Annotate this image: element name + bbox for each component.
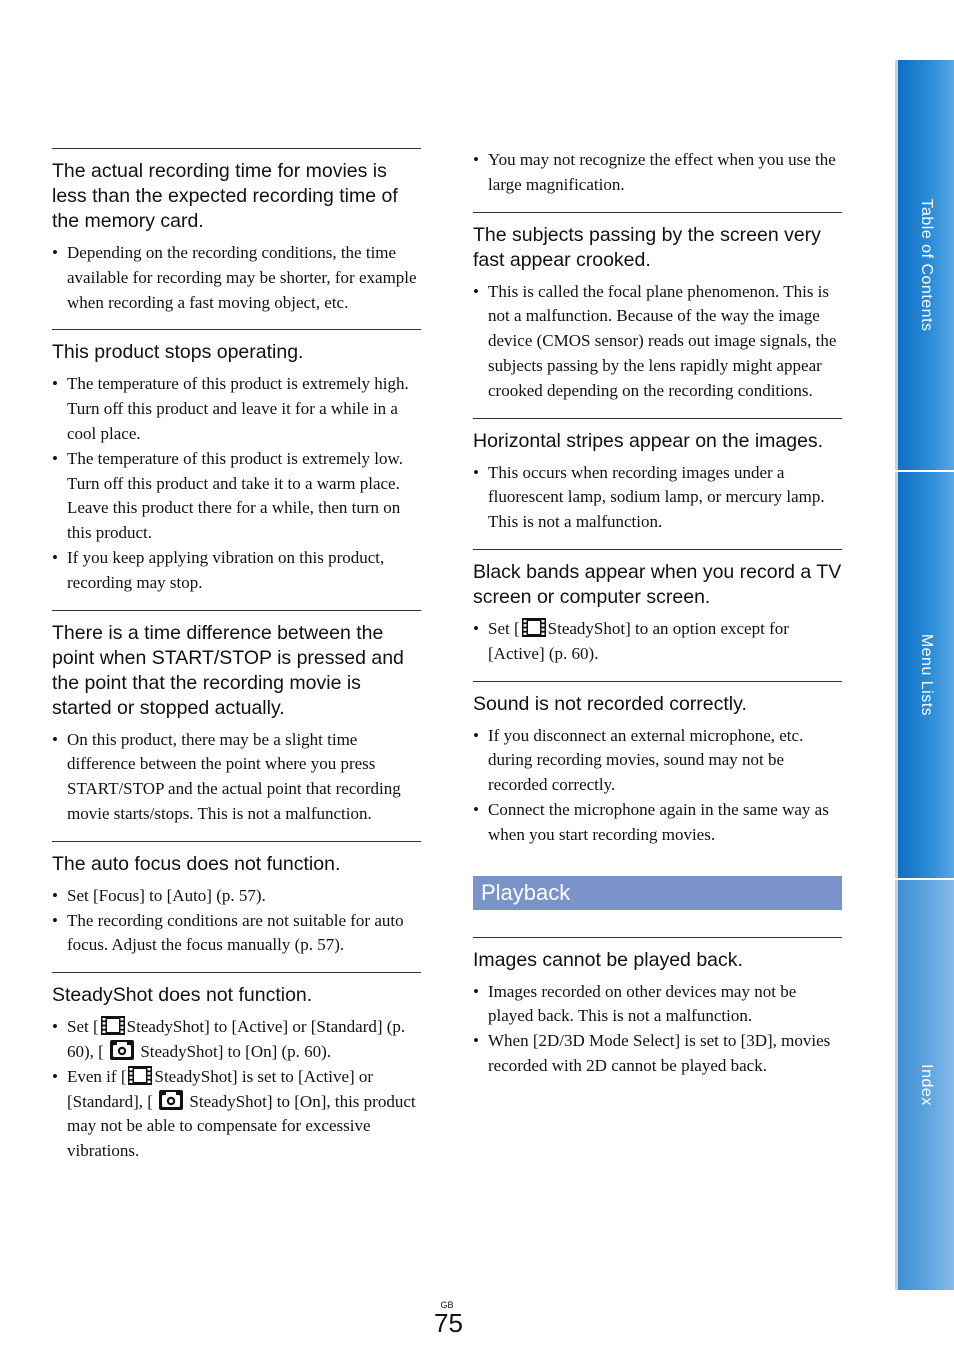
left-column: [52, 148, 421, 1178]
bullet-item: • The temperature of this product is extremely high. Turn off this product and leave it for a while in a cool place.: [52, 372, 421, 446]
region-code: GB: [440, 1300, 454, 1310]
section-heading: There is a time difference between the point when START/STOP is pressed and the point that the recording movie is started or stopped actually.: [52, 621, 404, 719]
bullet-item: • The recording conditions are not suitable for auto focus. Adjust the focus manually (p. 57).: [52, 909, 421, 959]
section-heading: Images cannot be played back.: [473, 948, 743, 971]
text-run: Set [: [488, 618, 520, 638]
bullet-item: [52, 1015, 421, 1065]
bullet-item: [52, 1065, 421, 1164]
section-recording-time: [52, 148, 421, 315]
tab-table-of-contents[interactable]: [895, 60, 954, 470]
camera-icon: [159, 1090, 183, 1110]
bullet-item: • This occurs when recording images under a fluorescent lamp, sodium lamp, or mercury lamp. This is not a malfunction.: [473, 461, 842, 535]
section-sound: [473, 681, 842, 848]
section-stops-operating: [52, 329, 421, 595]
bullet-list: [52, 372, 421, 595]
tab-label: Table of Contents: [918, 198, 935, 332]
section-heading: The auto focus does not function.: [52, 852, 341, 875]
film-icon: [101, 1016, 125, 1035]
section-continued: [473, 148, 842, 198]
bullet-list: [473, 280, 842, 404]
page-number: [434, 1300, 463, 1338]
text-run: SteadyShot] to [On] (p. 60).: [140, 1041, 332, 1061]
section-crooked-subjects: [473, 212, 842, 404]
film-icon: [128, 1066, 152, 1085]
section-cannot-play: [473, 937, 842, 1079]
tab-menu-lists[interactable]: [895, 472, 954, 878]
text-run: SteadyShot] is set to [Active] or [Standard], [: [67, 1066, 374, 1111]
bullet-item: • The temperature of this product is extremely low. Turn off this product and take it to a warm place. Leave this product there for a while, then turn on this product.: [52, 447, 421, 546]
bullet-list: [473, 724, 842, 848]
section-heading: The subjects passing by the screen very fast appear crooked.: [473, 223, 821, 271]
text-run: SteadyShot] to [Active] or [Standard] (p. 60), [: [67, 1017, 406, 1061]
section-heading: This product stops operating.: [52, 341, 304, 364]
bullet-list: [473, 461, 842, 535]
section-heading: SteadyShot does not function.: [52, 984, 313, 1007]
page-number-value: 75: [434, 1308, 463, 1338]
tab-index[interactable]: [895, 880, 954, 1290]
bullet-item: • If you keep applying vibration on this product, recording may stop.: [52, 546, 421, 596]
right-column: [473, 148, 842, 1093]
bullet-list: [52, 884, 421, 958]
section-heading: Horizontal stripes appear on the images.: [473, 429, 824, 452]
section-auto-focus: [52, 841, 421, 958]
bullet-list: [473, 148, 842, 198]
bullet-item: • Depending on the recording conditions, the time available for recording may be shorter, for example when recording a fast moving object, etc.: [52, 241, 421, 315]
tab-label: Index: [918, 1064, 935, 1106]
section-black-bands: [473, 549, 842, 667]
bullet-item: [473, 617, 842, 667]
bullet-list: [473, 980, 842, 1079]
section-heading: Black bands appear when you record a TV screen or computer screen.: [473, 560, 842, 608]
text-run: Even if [: [67, 1066, 127, 1086]
bullet-list: [473, 617, 842, 667]
text-run: SteadyShot] to [On], this product may not be able to compensate for excessive vibrations.: [67, 1091, 416, 1161]
film-icon: [522, 618, 546, 637]
bullet-item: • On this product, there may be a slight time difference between the point where you press START/STOP and the actual point that recording movie starts/stops. This is not a malfunction.: [52, 728, 421, 827]
bullet-item: • Images recorded on other devices may not be played back. This is not a malfunction.: [473, 980, 842, 1030]
text-run: Set [: [67, 1017, 99, 1037]
bullet-item: • When [2D/3D Mode Select] is set to [3D], movies recorded with 2D cannot be played back.: [473, 1029, 842, 1079]
playback-heading: Playback: [473, 876, 842, 910]
tab-label: Menu Lists: [918, 633, 935, 717]
section-steadyshot: [52, 972, 421, 1164]
bullet-item: • You may not recognize the effect when you use the large magnification.: [473, 148, 842, 198]
section-time-difference: [52, 610, 421, 827]
section-heading: The actual recording time for movies is less than the expected recording time of the memory card.: [52, 160, 398, 232]
bullet-list: [52, 728, 421, 827]
section-heading: Sound is not recorded correctly.: [473, 692, 747, 715]
bullet-item: • Connect the microphone again in the same way as when you start recording movies.: [473, 798, 842, 848]
camera-icon: [110, 1040, 134, 1060]
bullet-item: • Set [Focus] to [Auto] (p. 57).: [52, 884, 421, 909]
bullet-list: [52, 241, 421, 315]
bullet-item: • If you disconnect an external microphone, etc. during recording movies, sound may not be recorded correctly.: [473, 724, 842, 798]
bullet-item: • This is called the focal plane phenomenon. This is not a malfunction. Because of the way the image device (CMOS sensor) reads out image signals, the subjects passing by the lens rapidly might appear crooked depending on the recording conditions.: [473, 280, 842, 404]
section-horizontal-stripes: [473, 418, 842, 535]
text-run: SteadyShot] to an option except for [Active] (p. 60).: [488, 618, 789, 663]
bullet-list: [52, 1015, 421, 1164]
